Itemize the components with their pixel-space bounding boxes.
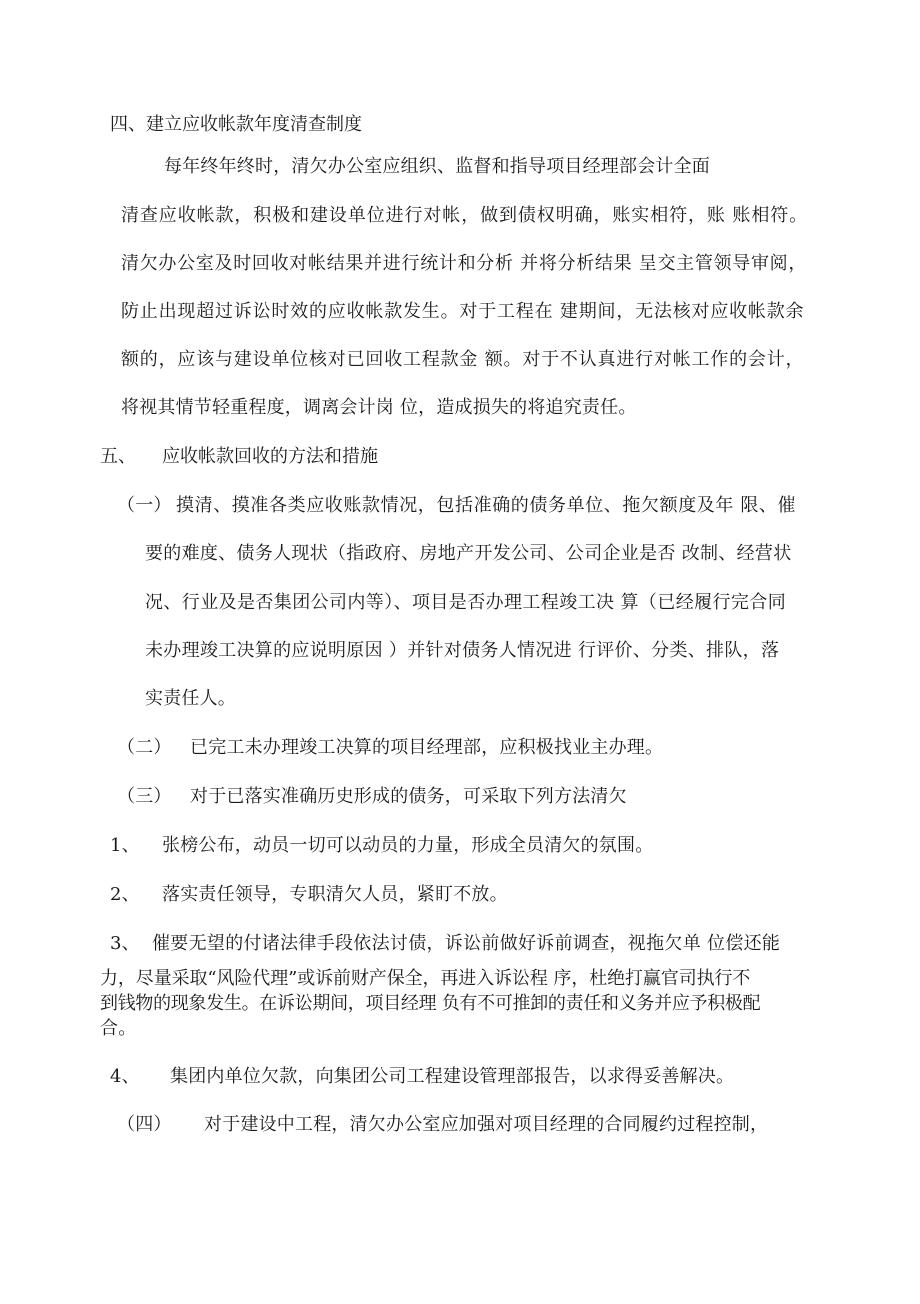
sub-item-1-text: 张榜公布，动员一切可以动员的力量，形成全员清欠的氛围。 [162, 835, 654, 856]
item-4-number: （四） [117, 1114, 172, 1135]
sub-item-2-text: 落实责任领导，专职清欠人员，紧盯不放。 [162, 884, 508, 905]
section-4-heading: 四、建立应收帐款年度清查制度 [110, 114, 362, 135]
item-4-text: 对于建设中工程，清欠办公室应加强对项目经理的合同履约过程控制， [204, 1114, 769, 1135]
sub-item-3-line: 催要无望的付诸法律手段依法讨债，诉讼前做好诉前调查，视拖欠单 位偿还能 [152, 933, 781, 954]
item-1-number: （一） [117, 495, 172, 516]
item-3-number: （三） [117, 786, 172, 807]
section-4-paragraph-line: 将视其情节轻重程度，调离会计岗 位，造成损失的将追究责任。 [121, 397, 637, 418]
section-5-number: 五、 [100, 446, 136, 467]
item-2-number: （二） [117, 737, 172, 758]
sub-item-3-line: 合。 [100, 1018, 137, 1039]
item-3-text: 对于已落实准确历史形成的债务，可采取下列方法清欠 [190, 786, 627, 807]
item-2-text: 已完工未办理竣工决算的项目经理部，应积极找业主办理。 [190, 737, 664, 758]
sub-item-3-line: 力，尽量采取“风险代理”或诉前财产保全，再进入诉讼程 序，杜绝打赢官司执行不 [100, 968, 751, 989]
sub-item-1-number: 1、 [110, 835, 140, 856]
section-4-paragraph-line: 清欠办公室及时回收对帐结果并进行统计和分析 并将分析结果 呈交主管领导审阅， [121, 253, 808, 274]
section-4-paragraph-line: 额的，应该与建设单位核对已回收工程款金 额。对于不认真进行对帐工作的会计， [121, 349, 805, 370]
sub-item-2-number: 2、 [110, 884, 140, 905]
sub-item-3-number: 3、 [110, 933, 140, 954]
item-1-line: 况、行业及是否集团公司内等）、项目是否办理工程竣工决 算（已经履行完合同 [145, 592, 787, 613]
section-5-heading: 应收帐款回收的方法和措施 [162, 446, 378, 467]
item-1-line: 摸清、摸准各类应收账款情况，包括准确的债务单位、拖欠额度及年 限、催 [176, 495, 797, 516]
item-1-line: 未办理竣工决算的应说明原因 ）并针对债务人情况进 行评价、分类、排队，落 [145, 640, 780, 661]
sub-item-4-text: 集团内单位欠款，向集团公司工程建设管理部报告，以求得妥善解决。 [170, 1066, 735, 1087]
item-1-line: 要的难度、债务人现状（指政府、房地产开发公司、公司企业是否 改制、经营状 [145, 543, 792, 564]
section-4-paragraph-line: 清查应收帐款，积极和建设单位进行对帐，做到债权明确，账实相符，账 账相符。 [121, 205, 809, 226]
sub-item-4-number: 4、 [110, 1066, 140, 1087]
sub-item-3-line: 到钱物的现象发生。在诉讼期间，项目经理 负有不可推卸的责任和义务并应予积极配 [100, 993, 761, 1014]
section-4-paragraph-line: 防止出现超过诉讼时效的应收帐款发生。对于工程在 建期间，无法核对应收帐款余 [121, 301, 805, 322]
item-1-line: 实责任人。 [145, 688, 236, 709]
section-4-paragraph-line: 每年终年终时，清欠办公室应组织、监督和指导项目经理部会计全面 [164, 156, 710, 177]
